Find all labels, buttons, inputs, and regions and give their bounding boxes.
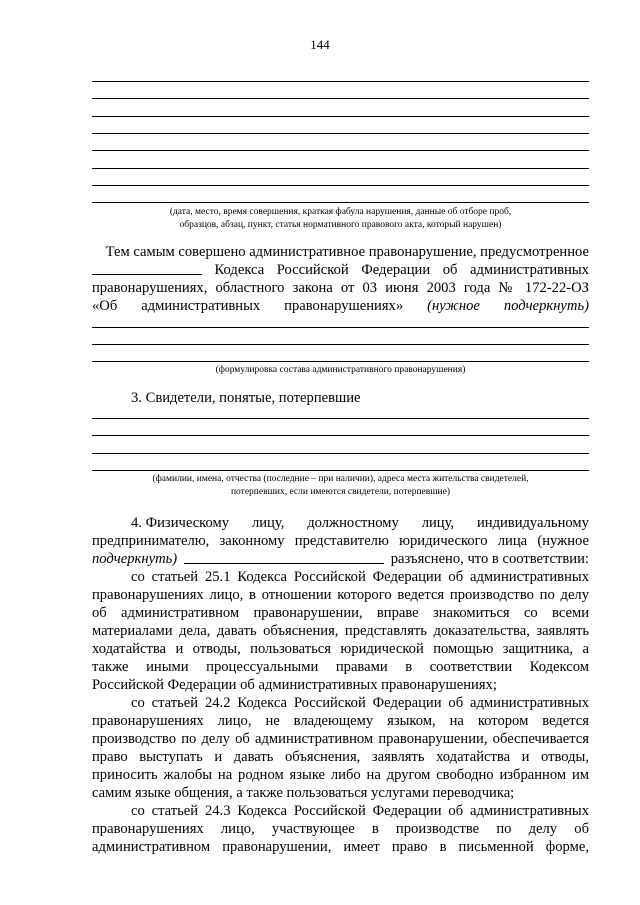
word: Российской xyxy=(276,262,349,278)
word: лицу, xyxy=(421,515,455,531)
fill-line xyxy=(92,150,589,151)
word: 4. Физическому xyxy=(131,515,230,531)
word: Федерации xyxy=(361,262,431,278)
word: административных xyxy=(141,298,261,314)
paragraph-line: правонарушениях лицо, в отношении которого ведется производство по делу xyxy=(92,587,589,603)
rights-line-1 xyxy=(131,514,589,532)
paragraph-line: правонарушениях лицо, участвующее в производстве по делу об xyxy=(92,821,589,837)
paragraph-line: со статьей 25.1 Кодекса Российской Федерации об административных xyxy=(131,569,589,585)
paragraph-line: материалами дела, давать объяснения, представлять доказательства, заявлять xyxy=(92,623,589,639)
paragraph-line: административном правонарушении, имеет право в письменной форме, xyxy=(92,839,589,855)
paragraph-line: Российской Федерации об административных правонарушениях; xyxy=(92,677,497,693)
word: правонарушениях» xyxy=(284,298,404,314)
word: индивидуальному xyxy=(476,515,589,531)
fill-line xyxy=(92,453,589,454)
page-number: 144 xyxy=(310,37,330,52)
offense-line-3: правонарушениях, областного закона от 03 июня 2003 года № 172-22-ОЗ xyxy=(92,280,589,296)
rights-line-3 xyxy=(92,550,589,568)
word: Кодекса xyxy=(214,262,265,278)
word: об xyxy=(442,262,458,278)
caption-line: образцов, абзац, пункт, статья нормативного правового акта, который нарушен) xyxy=(179,219,502,230)
word: подчеркнуть) xyxy=(92,551,178,567)
caption-line: потерпевших, если имеются свидетели, потерпевшие) xyxy=(230,486,451,497)
paragraph-line: также иными процессуальными правами в соответствии Кодексом xyxy=(92,659,589,675)
paragraph-line: производство по делу об административном правонарушении, обеспечивается xyxy=(92,731,589,747)
rights-text: предпринимателю, законному представителю юридического лица (нужное xyxy=(92,533,589,549)
paragraph-line: ходатайства и отводы, пользоваться юридической помощью защитника, а xyxy=(92,641,589,657)
word: подчеркнуть) xyxy=(503,298,589,314)
caption-line: (фамилии, имена, отчества (последние – при наличии), адреса места жительства свидетелей, xyxy=(152,474,529,484)
violation-caption xyxy=(92,206,589,231)
word: должностному xyxy=(307,515,399,531)
fill-line xyxy=(92,435,589,436)
fill-line xyxy=(92,344,589,345)
word: лицу, xyxy=(251,515,285,531)
offense-line-4 xyxy=(92,297,589,315)
fill-line xyxy=(92,133,589,134)
blank-field xyxy=(184,550,384,564)
word: «Об xyxy=(92,298,118,314)
offense-line-2 xyxy=(92,261,589,279)
paragraph-line: со статьей 24.3 Кодекса Российской Федерации об административных xyxy=(131,803,589,819)
word: (нужное xyxy=(427,298,480,314)
fill-line xyxy=(92,470,589,471)
witnesses-caption xyxy=(92,473,589,498)
fill-line xyxy=(92,81,589,82)
paragraph-line: самим языке общения, а также пользоваться услугами переводчика; xyxy=(92,785,515,801)
fill-line xyxy=(92,168,589,169)
fill-line xyxy=(92,327,589,328)
offense-line-1: Тем самым совершено административное правонарушение, предусмотренное xyxy=(105,244,589,260)
paragraph-line: об административном правонарушении, вправе знакомиться со всеми xyxy=(92,605,589,621)
blank-field xyxy=(92,261,202,275)
fill-line xyxy=(92,202,589,203)
witnesses-heading: 3. Свидетели, понятые, потерпевшие xyxy=(131,390,361,406)
fill-line xyxy=(92,418,589,419)
fill-line xyxy=(92,116,589,117)
paragraph-line: право выступать и давать объяснения, заявлять ходатайства и отводы, xyxy=(92,749,589,765)
fill-line xyxy=(92,185,589,186)
word: разъяснено, что в соответствии: xyxy=(390,551,589,567)
paragraph-line: приносить жалобы на родном языке либо на другом свободно избранном им xyxy=(92,767,589,783)
offense-caption: (формулировка состава административного правонарушения) xyxy=(215,365,466,375)
rights-line-2 xyxy=(92,532,589,550)
fill-line xyxy=(92,98,589,99)
fill-line xyxy=(92,361,589,362)
paragraph-line: правонарушениях лицо, не владеющему языком, на котором ведется xyxy=(92,713,589,729)
word: административных xyxy=(469,262,589,278)
caption-line: (дата, место, время совершения, краткая фабула нарушения, данные об отборе проб, xyxy=(169,207,512,217)
paragraph-line: со статьей 24.2 Кодекса Российской Федерации об административных xyxy=(131,695,589,711)
